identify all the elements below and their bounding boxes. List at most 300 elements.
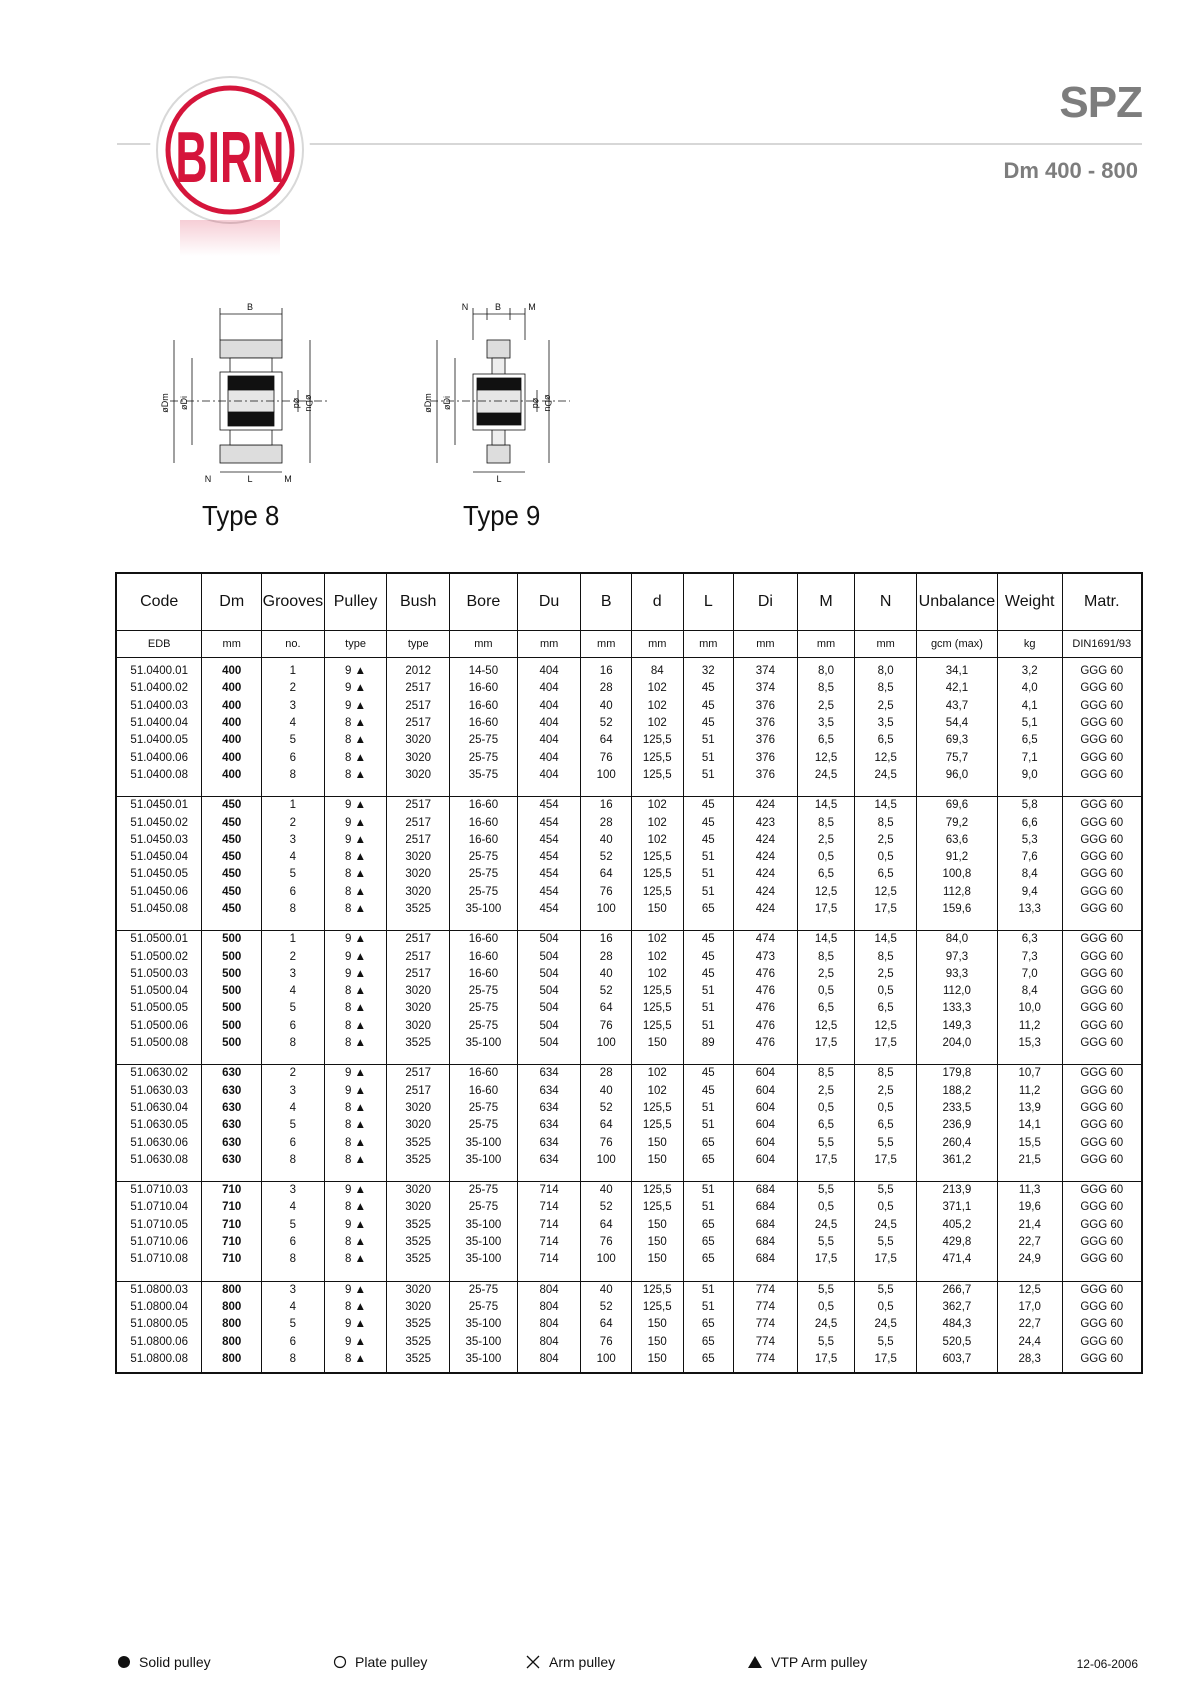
unit-cell: type	[387, 631, 450, 658]
table-cell: 16-60	[450, 797, 518, 815]
column-header: Bore	[450, 573, 518, 631]
table-cell: 630	[202, 1083, 262, 1100]
table-cell: 35-100	[450, 1152, 518, 1169]
table-cell: 2,5	[855, 966, 917, 983]
table-cell: 404	[517, 658, 581, 681]
table-cell: 504	[517, 948, 581, 965]
table-cell: 35-100	[450, 901, 518, 918]
spacer-cell	[916, 784, 997, 797]
table-cell: 424	[734, 901, 798, 918]
table-cell: 9 ▲	[324, 680, 387, 697]
table-cell: 69,3	[916, 732, 997, 749]
column-header: Di	[734, 573, 798, 631]
table-cell: 8,5	[797, 680, 855, 697]
table-cell: 16-60	[450, 715, 518, 732]
table-cell: 3525	[387, 1251, 450, 1268]
spacer-cell	[581, 918, 632, 931]
table-cell: 51.0450.05	[116, 866, 202, 883]
table-cell: 65	[683, 1234, 734, 1251]
spacer-cell	[1062, 784, 1142, 797]
table-cell: 5,5	[855, 1333, 917, 1350]
table-cell: 8 ▲	[324, 1152, 387, 1169]
table-cell: 6	[262, 1234, 325, 1251]
table-cell: 102	[631, 680, 683, 697]
document-date: 12-06-2006	[1076, 1657, 1138, 1671]
table-cell: 8	[262, 1152, 325, 1169]
table-cell: GGG 60	[1062, 1083, 1142, 1100]
table-cell: 16-60	[450, 966, 518, 983]
spacer-cell	[797, 784, 855, 797]
table-cell: 3525	[387, 1333, 450, 1350]
legend-solid: Solid pulley	[117, 1654, 211, 1670]
table-cell: 424	[734, 884, 798, 901]
table-cell: 22,7	[997, 1316, 1062, 1333]
table-cell: 45	[683, 1065, 734, 1083]
svg-text:ød: ød	[531, 397, 541, 409]
table-cell: 25-75	[450, 1199, 518, 1216]
table-cell: 12,5	[797, 1018, 855, 1035]
table-cell: 450	[202, 866, 262, 883]
table-cell: 40	[581, 698, 632, 715]
table-cell: 5	[262, 1217, 325, 1234]
table-cell: 424	[734, 866, 798, 883]
table-cell: 714	[517, 1234, 581, 1251]
table-cell: 76	[581, 1134, 632, 1151]
table-cell: 10,7	[997, 1065, 1062, 1083]
table-cell: 404	[517, 732, 581, 749]
table-cell: GGG 60	[1062, 1217, 1142, 1234]
table-cell: 65	[683, 1152, 734, 1169]
table-cell: 2,5	[797, 698, 855, 715]
spacer-cell	[387, 784, 450, 797]
table-cell: 64	[581, 1217, 632, 1234]
table-cell: 450	[202, 901, 262, 918]
table-cell: 474	[734, 931, 798, 949]
pulley-spec-table	[115, 572, 1143, 1374]
table-cell: 51	[683, 884, 734, 901]
table-cell: 3020	[387, 983, 450, 1000]
table-cell: 24,5	[797, 767, 855, 784]
column-header: L	[683, 573, 734, 631]
spacer-cell	[631, 1169, 683, 1182]
table-row	[116, 948, 1142, 965]
table-cell: 12,5	[855, 749, 917, 766]
table-row	[116, 901, 1142, 918]
table-cell: 21,5	[997, 1152, 1062, 1169]
spacer-cell	[262, 1169, 325, 1182]
table-cell: 8,5	[797, 814, 855, 831]
table-cell: 804	[517, 1316, 581, 1333]
table-cell: 65	[683, 1351, 734, 1373]
table-cell: 149,3	[916, 1018, 997, 1035]
table-cell: 22,7	[997, 1234, 1062, 1251]
legend-plate: Plate pulley	[333, 1654, 427, 1670]
unit-cell: no.	[262, 631, 325, 658]
table-cell: 102	[631, 1065, 683, 1083]
spacer-cell	[1062, 1169, 1142, 1182]
table-cell: 450	[202, 814, 262, 831]
table-cell: 450	[202, 832, 262, 849]
table-cell: 6,6	[997, 814, 1062, 831]
table-cell: 24,9	[997, 1251, 1062, 1268]
table-cell: 45	[683, 680, 734, 697]
table-cell: 76	[581, 1234, 632, 1251]
table-cell: 6,5	[797, 866, 855, 883]
table-cell: 17,5	[797, 1035, 855, 1052]
table-cell: 102	[631, 1083, 683, 1100]
table-cell: 52	[581, 715, 632, 732]
table-cell: 125,5	[631, 884, 683, 901]
table-cell: 684	[734, 1199, 798, 1216]
table-cell: 450	[202, 849, 262, 866]
spacer-cell	[683, 1052, 734, 1065]
table-cell: 630	[202, 1134, 262, 1151]
table-cell: 8,5	[797, 1065, 855, 1083]
table-cell: 3525	[387, 1234, 450, 1251]
birn-logo	[150, 70, 315, 260]
table-cell: 3	[262, 1182, 325, 1200]
table-cell: 112,0	[916, 983, 997, 1000]
table-cell: 630	[202, 1100, 262, 1117]
table-cell: 5,5	[797, 1333, 855, 1350]
table-cell: 400	[202, 658, 262, 681]
table-cell: 25-75	[450, 884, 518, 901]
table-cell: 35-75	[450, 767, 518, 784]
table-row	[116, 1018, 1142, 1035]
table-cell: 133,3	[916, 1000, 997, 1017]
table-row	[116, 1100, 1142, 1117]
table-cell: 2,5	[797, 966, 855, 983]
table-cell: 51	[683, 866, 734, 883]
table-cell: 2517	[387, 680, 450, 697]
table-cell: 8	[262, 1351, 325, 1373]
spacer-cell	[450, 1052, 518, 1065]
table-cell: 0,5	[797, 1100, 855, 1117]
table-cell: 404	[517, 680, 581, 697]
table-cell: 2517	[387, 948, 450, 965]
svg-text:øDm: øDm	[160, 393, 170, 413]
table-cell: 51.0630.08	[116, 1152, 202, 1169]
table-cell: 4	[262, 1100, 325, 1117]
table-cell: 9 ▲	[324, 1333, 387, 1350]
table-cell: 7,6	[997, 849, 1062, 866]
unit-cell: mm	[450, 631, 518, 658]
spacer-cell	[997, 784, 1062, 797]
table-cell: 3525	[387, 1316, 450, 1333]
spacer-cell	[324, 918, 387, 931]
table-cell: 2517	[387, 797, 450, 815]
spacer-cell	[581, 1269, 632, 1282]
table-cell: 51	[683, 1182, 734, 1200]
table-cell: 188,2	[916, 1083, 997, 1100]
table-cell: 774	[734, 1316, 798, 1333]
spacer-cell	[517, 1052, 581, 1065]
table-cell: GGG 60	[1062, 1018, 1142, 1035]
table-cell: 4	[262, 983, 325, 1000]
table-row	[116, 1217, 1142, 1234]
table-cell: 3020	[387, 1018, 450, 1035]
table-cell: 8,5	[855, 680, 917, 697]
table-cell: 9 ▲	[324, 966, 387, 983]
dim-b-label: B	[246, 302, 254, 312]
table-cell: 4	[262, 1199, 325, 1216]
table-cell: 125,5	[631, 1000, 683, 1017]
table-cell: 65	[683, 1217, 734, 1234]
table-cell: 52	[581, 1100, 632, 1117]
table-cell: 125,5	[631, 849, 683, 866]
table-cell: 125,5	[631, 983, 683, 1000]
table-cell: 8 ▲	[324, 866, 387, 883]
table-cell: 8 ▲	[324, 983, 387, 1000]
column-header: Grooves	[262, 573, 325, 631]
table-cell: 76	[581, 1018, 632, 1035]
table-cell: 804	[517, 1333, 581, 1350]
spacer-cell	[683, 1169, 734, 1182]
table-cell: 6	[262, 1333, 325, 1350]
legend-vtp-arm: VTP Arm pulley	[747, 1654, 867, 1670]
spacer-cell	[797, 918, 855, 931]
table-row	[116, 814, 1142, 831]
table-cell: 100	[581, 901, 632, 918]
table-cell: 6,5	[855, 866, 917, 883]
table-cell: 8 ▲	[324, 1234, 387, 1251]
table-cell: 64	[581, 1000, 632, 1017]
table-cell: 51.0800.05	[116, 1316, 202, 1333]
table-cell: 97,3	[916, 948, 997, 965]
table-cell: 2517	[387, 832, 450, 849]
svg-text:øDi: øDi	[179, 396, 189, 410]
table-cell: 51.0450.02	[116, 814, 202, 831]
table-cell: 51.0400.08	[116, 767, 202, 784]
table-cell: 405,2	[916, 1217, 997, 1234]
table-row	[116, 1281, 1142, 1299]
table-cell: 12,5	[855, 1018, 917, 1035]
table-cell: 630	[202, 1117, 262, 1134]
table-cell: 35-100	[450, 1251, 518, 1268]
table-cell: 2	[262, 814, 325, 831]
table-cell: 25-75	[450, 1117, 518, 1134]
table-cell: 84	[631, 658, 683, 681]
table-cell: 6,3	[997, 931, 1062, 949]
type9-label: Type 9	[463, 500, 541, 531]
table-cell: 6,5	[797, 1000, 855, 1017]
table-cell: GGG 60	[1062, 1351, 1142, 1373]
table-cell: 25-75	[450, 1299, 518, 1316]
table-cell: 5,5	[797, 1234, 855, 1251]
table-cell: 400	[202, 698, 262, 715]
table-cell: 125,5	[631, 1018, 683, 1035]
table-cell: 8	[262, 1251, 325, 1268]
table-cell: 5,3	[997, 832, 1062, 849]
table-cell: 454	[517, 866, 581, 883]
table-cell: 9 ▲	[324, 1316, 387, 1333]
spacer-cell	[202, 918, 262, 931]
table-cell: 8 ▲	[324, 732, 387, 749]
table-cell: 2517	[387, 966, 450, 983]
table-cell: 65	[683, 901, 734, 918]
table-cell: 91,2	[916, 849, 997, 866]
table-cell: 11,2	[997, 1018, 1062, 1035]
table-cell: 4	[262, 715, 325, 732]
table-cell: 710	[202, 1251, 262, 1268]
table-cell: 40	[581, 966, 632, 983]
spacer-cell	[1062, 918, 1142, 931]
table-cell: 2,5	[855, 1083, 917, 1100]
table-cell: 3525	[387, 1351, 450, 1373]
table-cell: 102	[631, 715, 683, 732]
table-cell: 45	[683, 715, 734, 732]
table-cell: 404	[517, 698, 581, 715]
table-cell: 634	[517, 1152, 581, 1169]
table-cell: 28	[581, 1065, 632, 1083]
table-cell: 5	[262, 866, 325, 883]
table-cell: 16-60	[450, 948, 518, 965]
table-cell: 51	[683, 1117, 734, 1134]
table-cell: 45	[683, 931, 734, 949]
table-cell: 17,5	[855, 901, 917, 918]
table-cell: 3,5	[855, 715, 917, 732]
unit-cell: mm	[517, 631, 581, 658]
table-cell: 52	[581, 1199, 632, 1216]
table-cell: 520,5	[916, 1333, 997, 1350]
table-cell: 3020	[387, 1117, 450, 1134]
table-cell: 40	[581, 832, 632, 849]
table-cell: 51	[683, 1199, 734, 1216]
spacer-cell	[683, 784, 734, 797]
table-cell: 125,5	[631, 749, 683, 766]
table-cell: 634	[517, 1065, 581, 1083]
table-cell: 19,6	[997, 1199, 1062, 1216]
spacer-cell	[517, 1269, 581, 1282]
table-cell: 3	[262, 698, 325, 715]
table-cell: 4	[262, 849, 325, 866]
table-cell: 51.0800.06	[116, 1333, 202, 1350]
spacer-cell	[450, 1169, 518, 1182]
svg-text:L: L	[247, 474, 253, 484]
table-cell: 14-50	[450, 658, 518, 681]
type8-diagram	[160, 300, 340, 500]
spacer-cell	[997, 1169, 1062, 1182]
table-row	[116, 767, 1142, 784]
table-cell: 471,4	[916, 1251, 997, 1268]
table-cell: GGG 60	[1062, 1234, 1142, 1251]
table-cell: 204,0	[916, 1035, 997, 1052]
table-cell: GGG 60	[1062, 658, 1142, 681]
spacer-cell	[916, 1052, 997, 1065]
table-cell: 65	[683, 1134, 734, 1151]
table-cell: 2517	[387, 931, 450, 949]
spacer-cell	[450, 1269, 518, 1282]
table-cell: 16-60	[450, 1065, 518, 1083]
table-cell: 17,5	[855, 1251, 917, 1268]
table-cell: 8 ▲	[324, 749, 387, 766]
table-cell: 8 ▲	[324, 1351, 387, 1373]
table-cell: 51.0400.03	[116, 698, 202, 715]
table-cell: 12,5	[797, 884, 855, 901]
table-cell: 3	[262, 832, 325, 849]
table-cell: 6	[262, 749, 325, 766]
table-cell: 51.0800.08	[116, 1351, 202, 1373]
table-cell: 9 ▲	[324, 832, 387, 849]
table-cell: 51.0710.05	[116, 1217, 202, 1234]
table-cell: 52	[581, 849, 632, 866]
table-cell: 51.0800.03	[116, 1281, 202, 1299]
table-cell: 8 ▲	[324, 1100, 387, 1117]
spacer-cell	[797, 1052, 855, 1065]
table-cell: 684	[734, 1234, 798, 1251]
table-cell: 2517	[387, 814, 450, 831]
table-cell: 93,3	[916, 966, 997, 983]
table-cell: 34,1	[916, 658, 997, 681]
table-cell: GGG 60	[1062, 1299, 1142, 1316]
table-cell: 374	[734, 680, 798, 697]
table-cell: 45	[683, 698, 734, 715]
table-cell: 51.0500.08	[116, 1035, 202, 1052]
table-cell: 604	[734, 1134, 798, 1151]
table-cell: 14,5	[855, 931, 917, 949]
table-cell: 40	[581, 1281, 632, 1299]
spacer-cell	[387, 918, 450, 931]
table-cell: 25-75	[450, 1018, 518, 1035]
table-cell: 714	[517, 1182, 581, 1200]
table-row	[116, 884, 1142, 901]
table-cell: 3020	[387, 849, 450, 866]
table-cell: 45	[683, 814, 734, 831]
svg-text:M: M	[284, 474, 292, 484]
table-cell: 51	[683, 849, 734, 866]
spacer-cell	[797, 1269, 855, 1282]
table-cell: 150	[631, 1351, 683, 1373]
table-cell: 64	[581, 1117, 632, 1134]
svg-text:øDu: øDu	[543, 394, 553, 412]
table-cell: 8 ▲	[324, 884, 387, 901]
table-cell: 774	[734, 1299, 798, 1316]
table-row	[116, 1333, 1142, 1350]
table-cell: GGG 60	[1062, 866, 1142, 883]
table-cell: 473	[734, 948, 798, 965]
table-cell: 8 ▲	[324, 1251, 387, 1268]
table-cell: 54,4	[916, 715, 997, 732]
table-cell: 500	[202, 983, 262, 1000]
spacer-cell	[855, 1052, 917, 1065]
table-cell: 8 ▲	[324, 1299, 387, 1316]
table-cell: 5,8	[997, 797, 1062, 815]
table-cell: 25-75	[450, 983, 518, 1000]
table-cell: 10,0	[997, 1000, 1062, 1017]
table-cell: 800	[202, 1316, 262, 1333]
table-cell: 400	[202, 715, 262, 732]
table-cell: 266,7	[916, 1281, 997, 1299]
table-cell: 14,5	[797, 797, 855, 815]
table-cell: 6	[262, 884, 325, 901]
table-cell: 28	[581, 948, 632, 965]
spacer-cell	[1062, 1052, 1142, 1065]
table-cell: 40	[581, 1083, 632, 1100]
table-cell: 35-100	[450, 1035, 518, 1052]
table-cell: 51.0630.06	[116, 1134, 202, 1151]
table-cell: 25-75	[450, 1100, 518, 1117]
table-cell: 8	[262, 1035, 325, 1052]
table-cell: 376	[734, 749, 798, 766]
table-cell: 500	[202, 1035, 262, 1052]
table-cell: 429,8	[916, 1234, 997, 1251]
table-cell: 4	[262, 1299, 325, 1316]
table-cell: 125,5	[631, 1281, 683, 1299]
column-header: Unbalance	[916, 573, 997, 631]
table-cell: 102	[631, 814, 683, 831]
table-cell: 4,0	[997, 680, 1062, 697]
column-header: Dm	[202, 573, 262, 631]
